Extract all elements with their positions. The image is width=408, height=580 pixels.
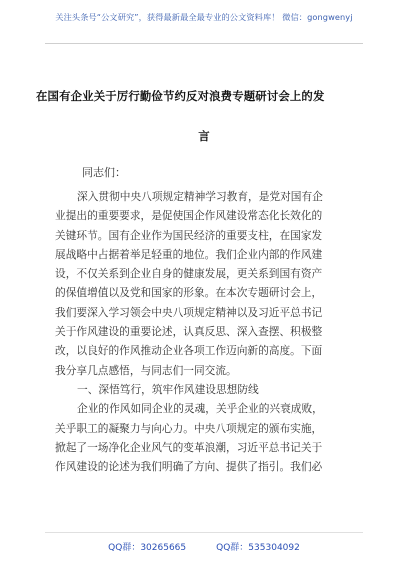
document-title-line-1: 在国有企业关于厉行勤俭节约反对浪费专题研讨会上的发 xyxy=(36,89,325,103)
footer-divider xyxy=(45,532,363,533)
footer-qq-group-2: QQ群：535304092 xyxy=(216,543,300,553)
document-body xyxy=(55,187,360,476)
body-line: 关键环节。国有企业作为国民经济的重要支柱，在国家发 xyxy=(55,228,323,242)
body-line: 的保值增值以及党和国家的形象。在本次专题研讨会上， xyxy=(55,286,323,300)
body-line: 改，以良好的作风推动企业各项工作迈向新的高度。下面 xyxy=(55,344,323,358)
body-line: 一、深悟笃行，筑牢作风建设思想防线 xyxy=(77,382,259,396)
body-line: 我们要深入学习领会中央八项规定精神以及习近平总书记 xyxy=(55,305,323,319)
header-note: 关注头条号“公文研究”，获得最新最全最专业的公文资料库！ 微信：gongwenyj xyxy=(55,12,353,22)
body-line: 企业的作风如同企业的灵魂，关乎企业的兴衰成败， xyxy=(77,402,323,416)
header-divider xyxy=(45,43,363,44)
body-line: 作风建设的论述为我们明确了方向、提供了指引。我们必 xyxy=(55,460,323,474)
body-line: 我分享几点感悟，与同志们一同交流。 xyxy=(55,363,237,377)
document-title-line-2: 言 xyxy=(198,129,210,143)
footer-qq-group-1: QQ群：30265665 xyxy=(108,543,187,553)
salutation: 同志们： xyxy=(82,166,126,179)
body-line: 展战略中占据着举足轻重的地位。我们企业内部的作风建 xyxy=(55,247,323,261)
body-line: 关乎职工的凝聚力与向心力。中央八项规定的颁布实施， xyxy=(55,421,323,435)
body-line: 深入贯彻中央八项规定精神学习教育，是党对国有企 xyxy=(77,190,323,203)
body-line: 关于作风建设的重要论述，认真反思、深入查摆、积极整 xyxy=(55,325,323,339)
body-line: 设，不仅关系到企业自身的健康发展，更关系到国有资产 xyxy=(55,267,323,281)
body-line: 掀起了一场净化企业风气的变革浪潮，习近平总书记关于 xyxy=(55,440,323,454)
footer xyxy=(0,540,408,553)
body-line: 业提出的重要要求，是促使国企作风建设常态化长效化的 xyxy=(55,209,323,223)
